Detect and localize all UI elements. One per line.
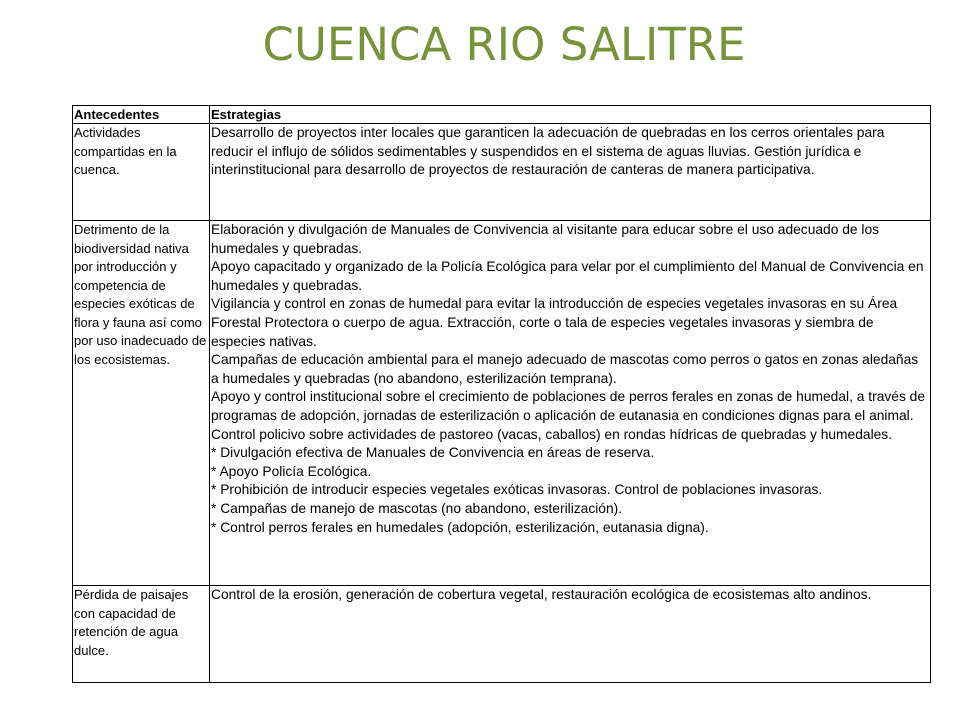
estrategia-line: Vigilancia y control en zonas de humedal para evitar la introducción de especies vegetales invasoras en su Área Forestal Protectora o cuerpo de agua. Extracción, corte o tala de especies vegetales invasoras y siembra de especies nativas.: [211, 296, 898, 349]
strategies-table: [72, 105, 931, 683]
estrategia-line: Control de la erosión, generación de cobertura vegetal, restauración ecológica de ecosistemas alto andinos.: [211, 587, 872, 602]
antecedente-cell: Pérdida de paisajes con capacidad de retención de agua dulce.: [73, 586, 210, 683]
estrategia-line: * Divulgación efectiva de Manuales de Convivencia en áreas de reserva.: [211, 445, 655, 461]
estrategia-line: Elaboración y divulgación de Manuales de Convivencia al visitante para educar sobre el uso adecuado de los humedales y quebradas.: [211, 222, 880, 256]
header-estrategias: Estrategias: [210, 106, 931, 124]
estrategias-cell: [210, 586, 931, 683]
antecedente-cell: Actividades compartidas en la cuenca.: [73, 124, 210, 221]
table-row: [73, 124, 931, 221]
antecedente-cell: Detrimento de la biodiversidad nativa por introducción y competencia de especies exóticas de flora y fauna así como por uso inadecuado de los ecosistemas.: [73, 221, 210, 586]
slide-title: CUENCA RIO SALITRE: [262, 18, 746, 71]
estrategia-line: * Control perros ferales en humedales (adopción, esterilización, eutanasia digna).: [211, 519, 709, 535]
estrategia-line: Apoyo capacitado y organizado de la Policía Ecológica para velar por el cumplimiento del Manual de Convivencia en humedales y quebradas.: [211, 259, 924, 293]
estrategias-cell: [210, 221, 931, 586]
table-row: [73, 586, 931, 683]
estrategia-line: Apoyo y control institucional sobre el crecimiento de poblaciones de perros ferales en zonas de humedal, a través de programas de adopción, jornadas de esterilización o aplicación de eutanasia en condiciones dignas para el animal.: [211, 389, 926, 423]
estrategia-line: Control policivo sobre actividades de pastoreo (vacas, caballos) en rondas hídricas de quebradas y humedales.: [211, 426, 893, 442]
estrategias-cell: [210, 124, 931, 221]
estrategia-line: * Prohibición de introducir especies vegetales exóticas invasoras. Control de poblaciones invasoras.: [211, 482, 823, 498]
estrategia-line: * Campañas de manejo de mascotas (no abandono, esterilización).: [211, 500, 623, 516]
header-antecedentes: Antecedentes: [73, 106, 210, 124]
estrategia-line: Desarrollo de proyectos inter locales que garanticen la adecuación de quebradas en los cerros orientales para reducir el influjo de sólidos sedimentables y suspendidos en el sistema de aguas lluvias. Gestión jurídica e interinstitucional para desarrollo de proyectos de restauración de canteras de manera participativa.: [211, 125, 885, 178]
estrategia-line: Campañas de educación ambiental para el manejo adecuado de mascotas como perros o gatos en zonas aledañas a humedales y quebradas (no abandono, esterilización temprana).: [211, 352, 919, 386]
table-row: [73, 221, 931, 586]
estrategia-line: * Apoyo Policía Ecológica.: [211, 463, 372, 479]
table-header-row: [73, 106, 931, 124]
